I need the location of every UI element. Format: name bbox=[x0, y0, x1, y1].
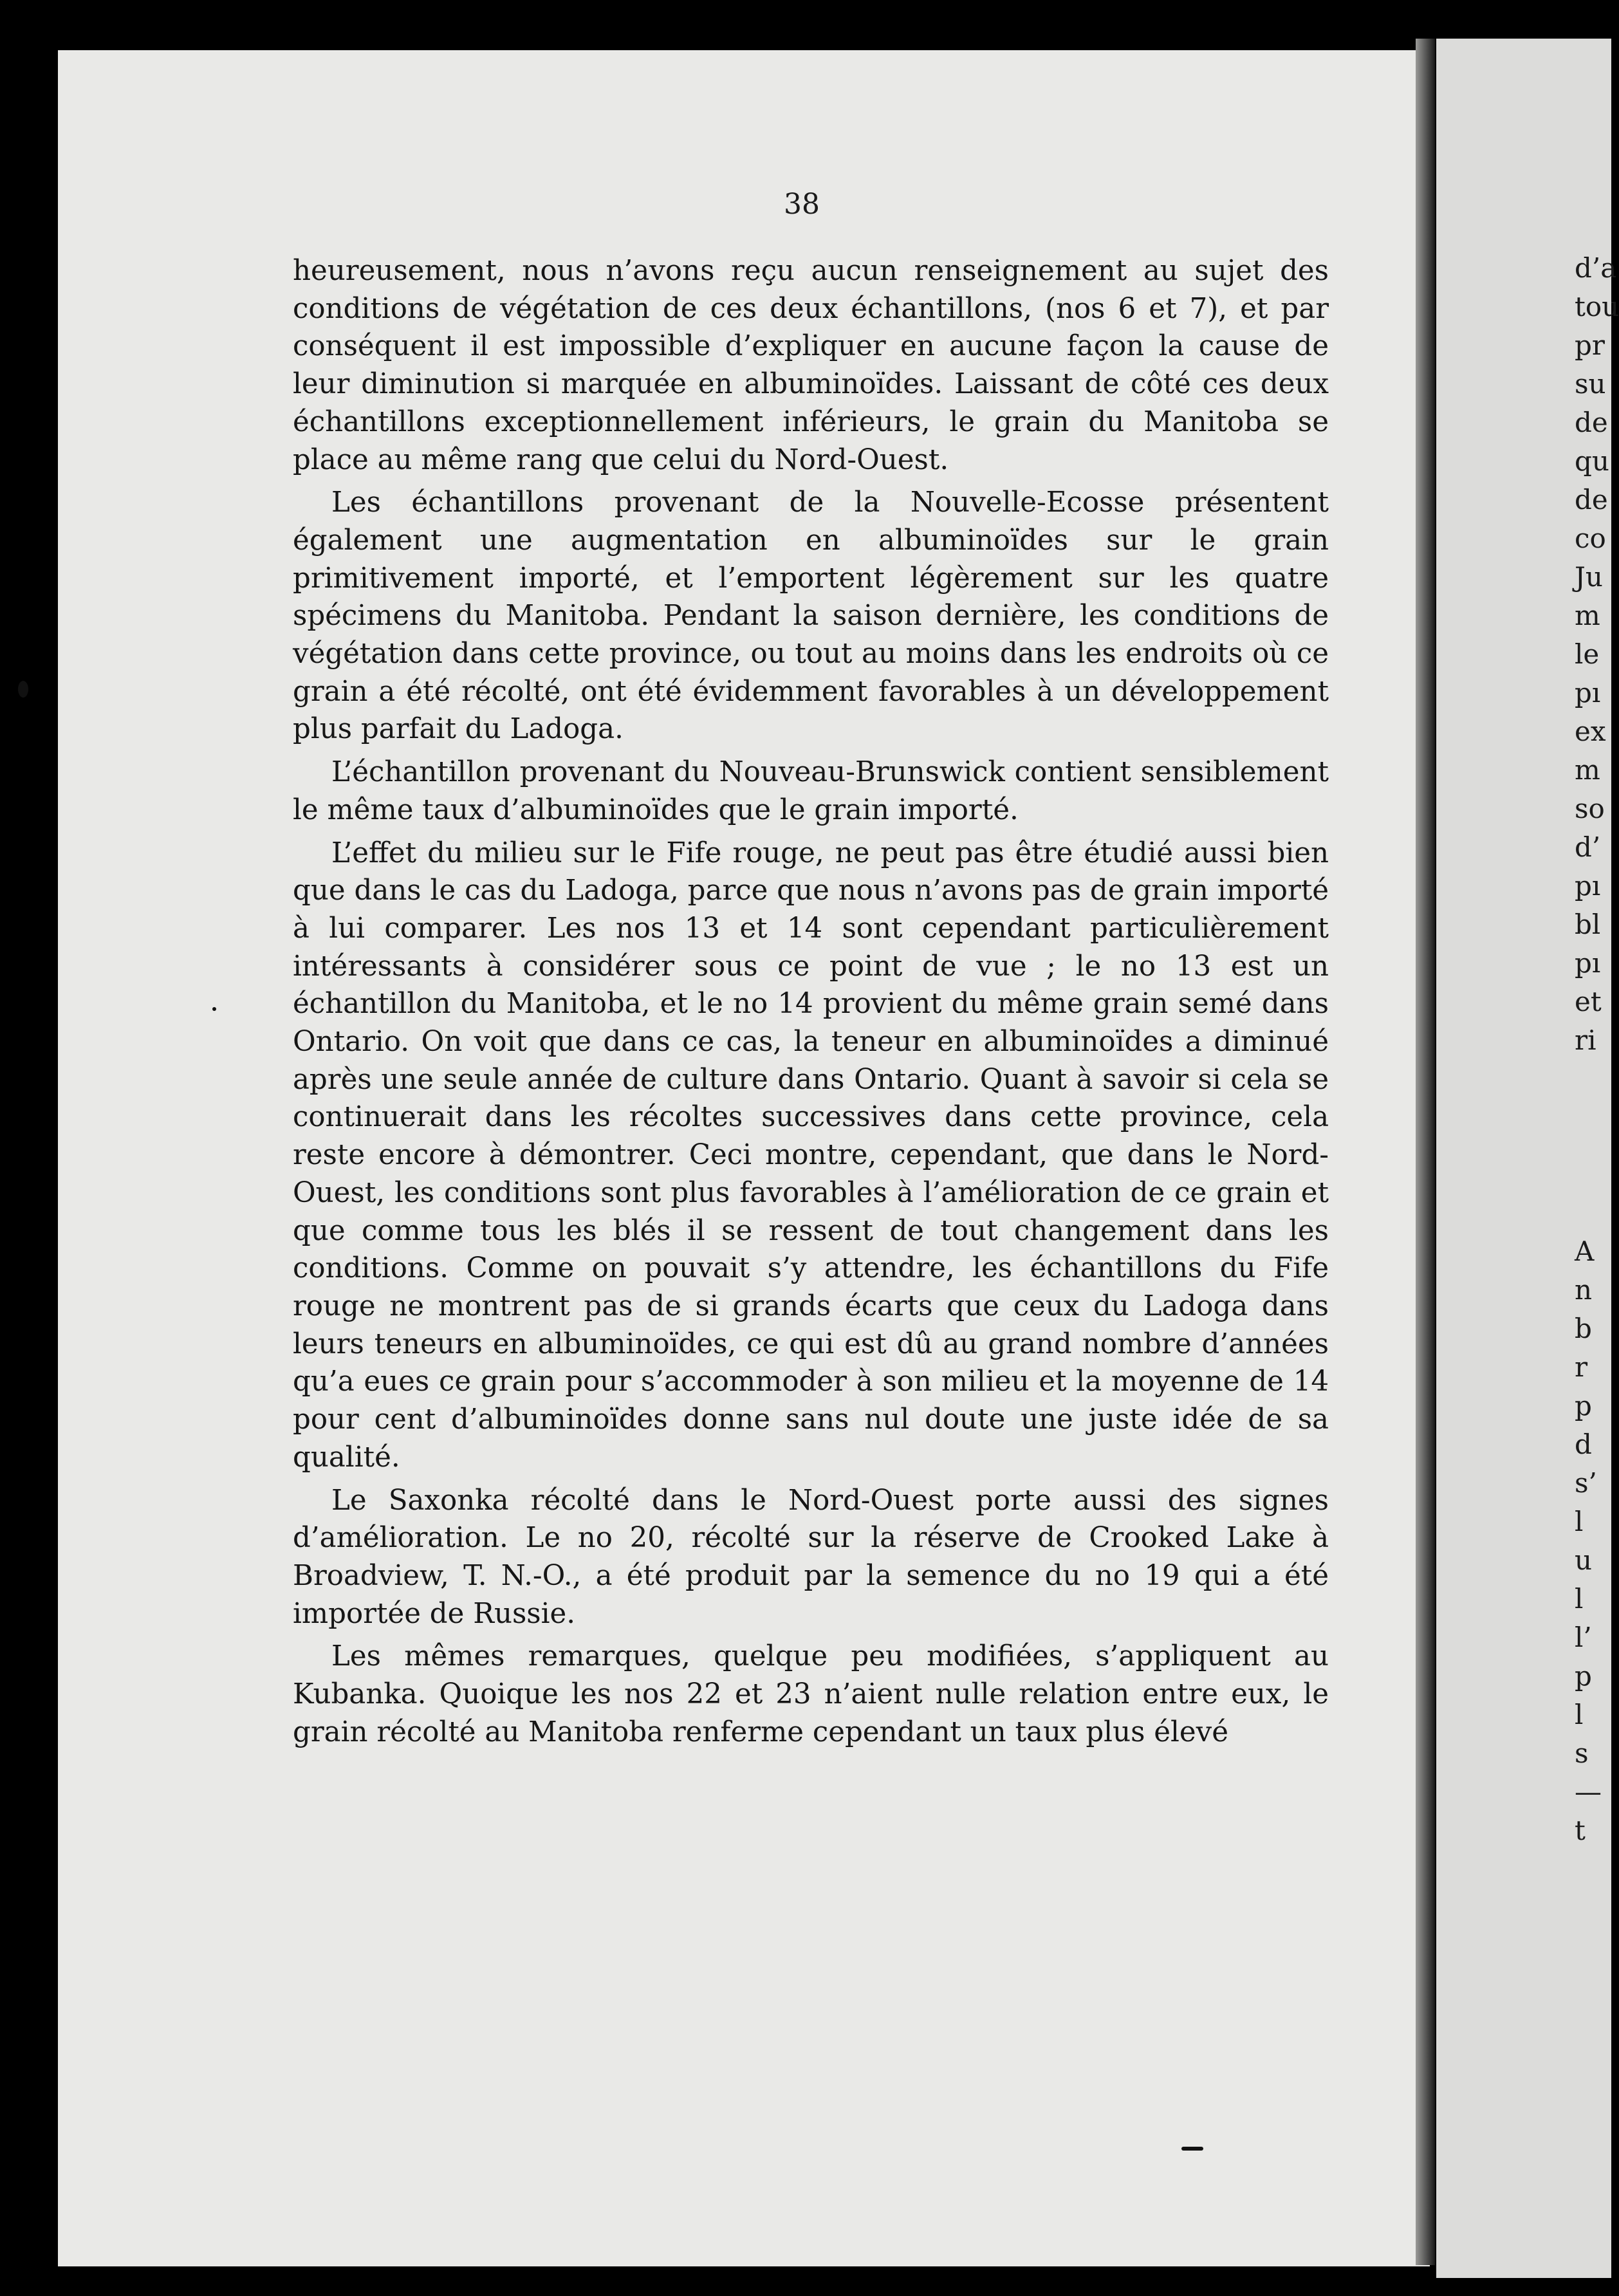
page-number: 38 bbox=[784, 188, 820, 221]
page-gutter bbox=[1416, 39, 1435, 2265]
right-page-fragment: l’ bbox=[1575, 1622, 1592, 1653]
scan-speck bbox=[212, 1007, 216, 1011]
right-page-fragment: le bbox=[1575, 638, 1600, 670]
scan-speck bbox=[18, 681, 28, 698]
right-page-fragment: l bbox=[1575, 1583, 1584, 1615]
right-page-fragment: pı bbox=[1575, 947, 1601, 979]
paragraph: L’effet du milieu sur le Fife rouge, ne peut pas être étudié aussi bien que dans le cas du Ladoga, parce que nous n’avons pas de grain importé à lui comparer. Les nos 13 et 14 sont cependant particulièrement intéressants à considérer sous ce point de vue ; le no 13 est un échantillon du Manitoba, et le no 14 provient du même grain semé dans Ontario. On voit que dans ce cas, la teneur en albuminoïdes a diminué après une seule année de culture dans Ontario. Quant à savoir si cela se continuerait dans les récoltes successives dans cette province, cela reste encore à démontrer. Ceci montre, cependant, que dans le Nord-Ouest, les conditions sont plus favorables à l’amélioration de ce grain et que comme tous les blés il se ressent de tout changement dans les conditions. Comme on pouvait s’y attendre, les échantillons du Fife rouge ne montrent pas de si grands écarts que ceux du Ladoga dans leurs teneurs en albuminoïdes, ce qui est dû au grand nombre d’années qu’a eues ce grain pour s’accommoder à son milieu et la moyenne de 14 pour cent d’albuminoïdes donne sans nul doute une juste idée de sa qualité. bbox=[293, 837, 1329, 1474]
right-page-fragment: n bbox=[1575, 1274, 1593, 1306]
paragraph: L’échantillon provenant du Nouveau-Brunswick contient sensiblement le même taux d’albuminoïdes que le grain importé. bbox=[293, 756, 1329, 826]
paragraph: heureusement, nous n’avons reçu aucun renseignement au sujet des conditions de végétation de ces deux échantillons, (nos 6 et 7), et par conséquent il est impossible d’expliquer en aucune façon la cause de leur diminution si marquée en albuminoïdes. Laissant de côté ces deux échantillons exceptionnellement inférieurs, le grain du Manitoba se place au même rang que celui du Nord-Ouest. bbox=[293, 255, 1329, 476]
right-page-fragment: A bbox=[1575, 1236, 1595, 1267]
right-page-fragment: pı bbox=[1575, 870, 1601, 902]
right-page-fragment: qu bbox=[1575, 445, 1609, 477]
right-page-fragment: l bbox=[1575, 1699, 1584, 1730]
right-page-fragment: d’ bbox=[1575, 831, 1601, 863]
paragraph: Les mêmes remarques, quelque peu modifiées, s’appliquent au Kubanka. Quoique les nos 22 et 23 n’aient nulle relation entre eux, le grain récolté au Manitoba renferme cependant un taux plus élevé bbox=[293, 1640, 1329, 1748]
right-page-fragment: ex bbox=[1575, 716, 1606, 747]
right-page-fragment: d bbox=[1575, 1429, 1592, 1460]
right-page-fragment: pr bbox=[1575, 329, 1605, 361]
right-page-fragment: r bbox=[1575, 1351, 1588, 1383]
right-page-fragment: d’a bbox=[1575, 252, 1617, 284]
right-page-fragment: — bbox=[1575, 1776, 1602, 1808]
right-page-fragment: de bbox=[1575, 484, 1608, 515]
right-page-fragment: t bbox=[1575, 1815, 1586, 1846]
right-page-fragment: l bbox=[1575, 1506, 1584, 1537]
paragraph: Le Saxonka récolté dans le Nord-Ouest porte aussi des signes d’amélioration. Le no 20, récolté sur la réserve de Crooked Lake à Broadview, T. N.-O., a été produit par la semence du no 19 qui a été importée de Russie. bbox=[293, 1484, 1329, 1630]
right-page-fragment: b bbox=[1575, 1313, 1592, 1344]
right-page-fragment: Ju bbox=[1575, 561, 1603, 593]
right-page-fragment: so bbox=[1575, 793, 1605, 824]
body-text bbox=[293, 252, 1329, 1756]
right-page-fragment: s bbox=[1575, 1737, 1589, 1769]
right-page-fragment: de bbox=[1575, 407, 1608, 438]
paragraph: Les échantillons provenant de la Nouvelle-Ecosse présentent également une augmentation en albuminoïdes sur le grain primitivement importé, et l’emportent légèrement sur les quatre spécimens du Manitoba. Pendant la saison dernière, les conditions de végétation dans cette province, ou tout au moins dans les endroits où ce grain a été récolté, ont été évidemment favorables à un développement plus parfait du Ladoga. bbox=[293, 486, 1329, 746]
right-page-fragment: u bbox=[1575, 1544, 1593, 1576]
right-page-fragment: tou bbox=[1575, 291, 1619, 322]
right-page-fragment: s’ bbox=[1575, 1467, 1597, 1499]
right-page-fragment: bl bbox=[1575, 909, 1601, 940]
right-page-fragment: p bbox=[1575, 1660, 1592, 1692]
right-page-fragment: pı bbox=[1575, 677, 1601, 708]
right-page-fragment: su bbox=[1575, 368, 1606, 400]
right-page-fragment: co bbox=[1575, 523, 1606, 554]
right-page-fragment: et bbox=[1575, 986, 1602, 1017]
scan-speck bbox=[1181, 2147, 1203, 2151]
right-page-fragment: ri bbox=[1575, 1024, 1596, 1056]
right-page-fragment: m bbox=[1575, 754, 1600, 786]
right-page-fragment: m bbox=[1575, 600, 1600, 631]
right-page-fragment: p bbox=[1575, 1390, 1592, 1421]
right-page-edge bbox=[1436, 39, 1619, 2278]
